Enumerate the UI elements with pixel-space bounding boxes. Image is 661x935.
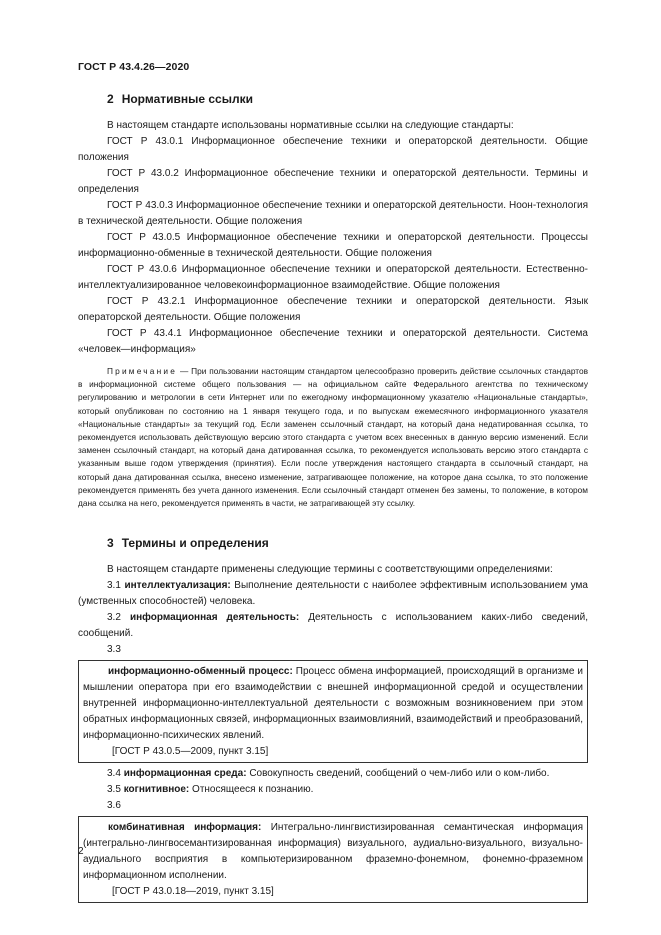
page-content <box>78 90 588 906</box>
section-3-title: Термины и определения <box>121 536 269 551</box>
document-header: ГОСТ Р 43.4.26—2020 <box>78 61 190 73</box>
note-label: Примечание <box>107 366 178 376</box>
term-definition: Интегрально-лингвистизированная семантическая информация (интегрально-лингвосемантизированная информация) визуального, аудиально-визуального, визуально-аудиального восприятия в компьютеризированном фраземно-фонемном, фонемно-фраземном информационном исполнении. <box>83 822 583 882</box>
normative-ref: ГОСТ Р 43.0.3 Информационное обеспечение техники и операторской деятельности. Ноон-технология в технической деятельности. Общие положения <box>78 200 588 227</box>
term-name: информационная деятельность: <box>129 612 300 624</box>
normative-ref: ГОСТ Р 43.0.1 Информационное обеспечение техники и операторской деятельности. Общие положения <box>78 136 588 163</box>
normative-ref: ГОСТ Р 43.0.6 Информационное обеспечение техники и операторской деятельности. Естественно-интеллектуализированное человекоинформационное взаимодействие. Общие положения <box>78 264 588 291</box>
term-3-3 <box>83 664 583 744</box>
normative-ref: ГОСТ Р 43.4.1 Информационное обеспечение техники и операторской деятельности. Система «человек—информация» <box>78 328 588 355</box>
term-box-3-3 <box>78 660 588 763</box>
term-3-6 <box>83 820 583 884</box>
term-name: информационная среда: <box>123 768 247 780</box>
term-number: 3.5 <box>107 784 121 796</box>
term-number: 3.6 <box>107 800 121 812</box>
term-number: 3.3 <box>107 644 121 656</box>
section-2-number: 2 <box>107 92 114 106</box>
term-definition: Относящееся к познанию. <box>189 784 314 796</box>
term-definition: Процесс обмена информацией, происходящий в организме и мышлении оператора при его взаимодействии с внешней информационной средой и осуществлении внутренней информационно-интеллектуальной деятельности с возможным возникновением при этом обратных информационных связей, информационных взаимовлияний, взаимодействий и преобразований, информационно-психических явлений. <box>83 666 583 742</box>
note-text: — При пользовании настоящим стандартом целесообразно проверить действие ссылочных стандартов в информационной системе общего пользования — на официальном сайте Федерального агентства по техническому регулированию и метрологии в сети Интернет или по ежегодному информационному указателю «Национальные стандарты», который опубликован по состоянию на 1 января текущего года, и по выпускам ежемесячного информационного указателя «Национальные стандарты» за текущий год. Если заменен ссылочный стандарт, на который дана недатированная ссылка, то рекомендуется использовать действующую версию этого стандарта с учетом всех внесенных в данную версию изменений. Если заменен ссылочный стандарт, на который дана датированная ссылка, то рекомендуется использовать версию этого стандарта с указанным выше годом утверждения (принятия). Если после утверждения настоящего стандарта в ссылочный стандарт, на который дана датированная ссылка, внесено изменение, затрагивающее положение, на которое дана ссылка, то это положение рекомендуется применять без учета данного изменения. Если ссылочный стандарт отменен без замены, то положение, в котором дана ссылка на него, рекомендуется применять в части, не затрагивающей эту ссылку. <box>78 366 588 509</box>
term-box-3-6 <box>78 816 588 903</box>
term-3-4 <box>78 766 588 782</box>
term-3-5 <box>78 782 588 798</box>
section-3-intro: В настоящем стандарте применены следующие термины с соответствующими определениями: <box>107 564 553 576</box>
section-2-heading <box>78 90 588 108</box>
term-name: когнитивное: <box>123 784 190 796</box>
term-definition: Выполнение деятельности с наиболее эффективным использованием ума (умственных способностей) человека. <box>78 580 588 608</box>
term-name: комбинативная информация: <box>108 822 262 834</box>
term-3-2 <box>78 610 588 642</box>
note-paragraph <box>78 365 588 510</box>
normative-ref: ГОСТ Р 43.2.1 Информационное обеспечение техники и операторской деятельности. Язык операторской деятельности. Общие положения <box>78 296 588 323</box>
term-definition: Совокупность сведений, сообщений о чем-либо или о ком-либо. <box>246 768 550 780</box>
term-3-1 <box>78 578 588 610</box>
section-3-heading <box>78 534 588 552</box>
term-name: информационно-обменный процесс: <box>108 666 293 678</box>
term-number: 3.1 <box>107 580 121 592</box>
section-2-intro: В настоящем стандарте использованы нормативные ссылки на следующие стандарты: <box>107 120 514 131</box>
normative-ref: ГОСТ Р 43.0.5 Информационное обеспечение техники и операторской деятельности. Процессы информационно-обменные в технической деятельности. Общие положения <box>78 232 588 259</box>
term-number: 3.2 <box>107 612 121 624</box>
page-number: 2 <box>78 846 84 857</box>
term-source-ref: [ГОСТ Р 43.0.5—2009, пункт 3.15] <box>112 746 269 758</box>
section-2-title: Нормативные ссылки <box>121 92 253 106</box>
term-name: интеллектуализация: <box>124 580 231 592</box>
term-definition: Деятельность с использованием каких-либо сведений, сообщений. <box>78 612 588 640</box>
section-3-number: 3 <box>107 536 114 551</box>
term-number: 3.4 <box>107 768 121 780</box>
term-source-ref: [ГОСТ Р 43.0.18—2019, пункт 3.15] <box>112 886 274 898</box>
normative-ref: ГОСТ Р 43.0.2 Информационное обеспечение техники и операторской деятельности. Термины и определения <box>78 168 588 195</box>
